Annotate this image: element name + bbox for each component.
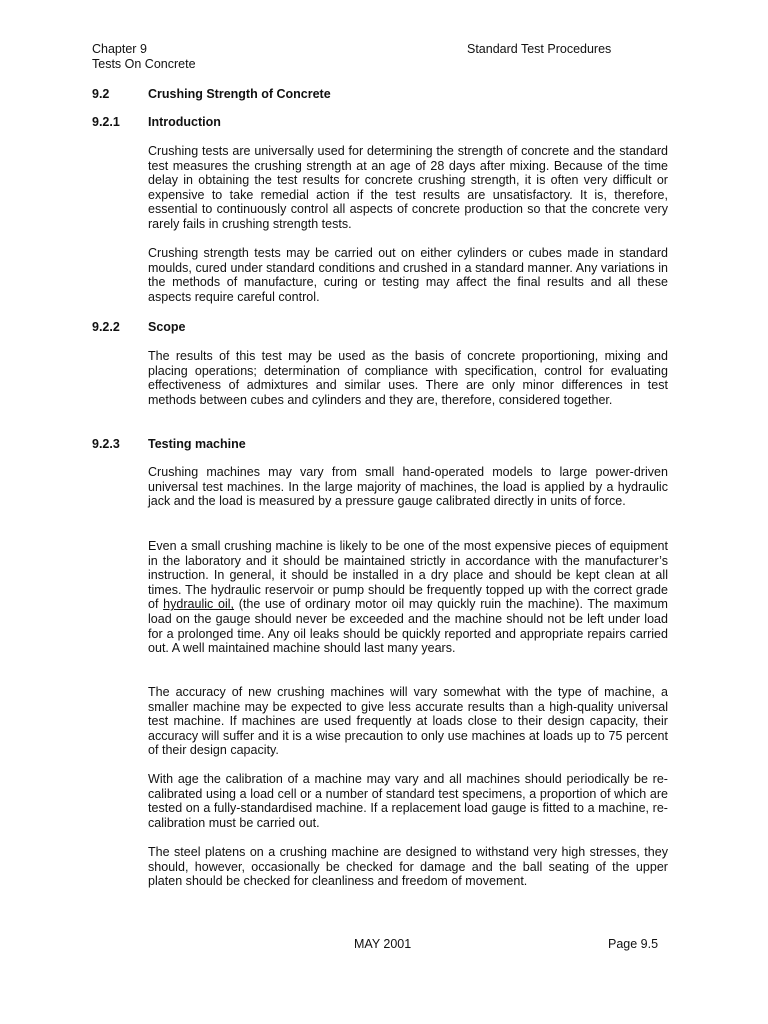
footer-date: MAY 2001 — [354, 937, 412, 951]
section-title: Crushing Strength of Concrete — [148, 87, 331, 101]
header-chapter-title: Tests On Concrete — [92, 57, 196, 71]
header-section-title: Standard Test Procedures — [467, 42, 612, 56]
paragraph-introduction-2: Crushing strength tests may be carried out on either cylinders or cubes made in standard moulds, cured under standard conditions and crushed in a standard manner. Any variations in the methods of manufacture, curing or testing may affect the final results and all these aspects require careful control. — [148, 246, 668, 304]
paragraph-text: Even a small crushing machine is likely to be one of the most expensive pieces of equipment in the laboratory and it should be maintained strictly in accordance with the manufacturer’s instruction. In general, it should be installed in a dry place and should be kept clean at all times. The hydraulic reservoir or pump should be frequently topped up with the correct grade of — [148, 539, 668, 612]
section-heading-9-2-2 — [92, 320, 186, 335]
section-number: 9.2.2 — [92, 320, 120, 334]
section-heading-9-2-1 — [92, 115, 221, 130]
paragraph-testing-machine-4: With age the calibration of a machine may vary and all machines should periodically be re-calibrated using a load cell or a number of standard test specimens, a proportion of which are tested on a fully-standardised machine. If a replacement load gauge is fitted to a machine, re-calibration must be carried out. — [148, 772, 668, 830]
section-heading-9-2 — [92, 87, 331, 102]
paragraph-testing-machine-2 — [148, 539, 668, 656]
paragraph-testing-machine-3: The accuracy of new crushing machines will vary somewhat with the type of machine, a smaller machine may be expected to give less accurate results than a high-quality universal test machine. If machines are used frequently at loads close to their design capacity, their accuracy will suffer and it is a wise precaution to only use machines at loads up to 75 percent of their design capacity. — [148, 685, 668, 758]
paragraph-introduction-1: Crushing tests are universally used for determining the strength of concrete and the standard test measures the crushing strength at an age of 28 days after mixing. Because of the time delay in obtaining the test results for concrete crushing strength, it is often very difficult or expensive to take remedial action if the test results are unsatisfactory. It is, therefore, essential to continuously control all aspects of concrete production so that the concrete very rarely fails in crushing strength tests. — [148, 144, 668, 231]
paragraph-text: (the use of ordinary motor oil may quickly ruin the machine). The maximum load on the gauge should never be exceeded and the machine should not be left under load for a prolonged time. Any oil leaks should be quickly reported and appropriate repairs carried out. A well maintained machine should last many years. — [148, 597, 668, 656]
paragraph-testing-machine-1: Crushing machines may vary from small hand-operated models to large power-driven universal test machines. In the large majority of machines, the load is applied by a hydraulic jack and the load is measured by a pressure gauge calibrated directly in units of force. — [148, 465, 668, 509]
section-number: 9.2 — [92, 87, 110, 101]
section-title: Introduction — [148, 115, 221, 129]
section-number: 9.2.3 — [92, 437, 120, 451]
section-heading-9-2-3 — [92, 437, 246, 452]
paragraph-testing-machine-5: The steel platens on a crushing machine are designed to withstand very high stresses, they should, however, occasionally be checked for damage and the ball seating of the upper platen should be checked for cleanliness and freedom of movement. — [148, 845, 668, 889]
paragraph-scope-1: The results of this test may be used as the basis of concrete proportioning, mixing and placing operations; determination of compliance with specification, control for evaluating effectiveness of admixtures and similar uses. There are only minor differences in test methods between cubes and cylinders and they are, therefore, considered together. — [148, 349, 668, 407]
section-number: 9.2.1 — [92, 115, 120, 129]
section-title: Scope — [148, 320, 186, 334]
hydraulic-oil-link[interactable]: hydraulic oil, — [163, 597, 235, 612]
footer-page-number: Page 9.5 — [608, 937, 659, 951]
section-title: Testing machine — [148, 437, 246, 451]
header-chapter: Chapter 9 — [92, 42, 147, 56]
